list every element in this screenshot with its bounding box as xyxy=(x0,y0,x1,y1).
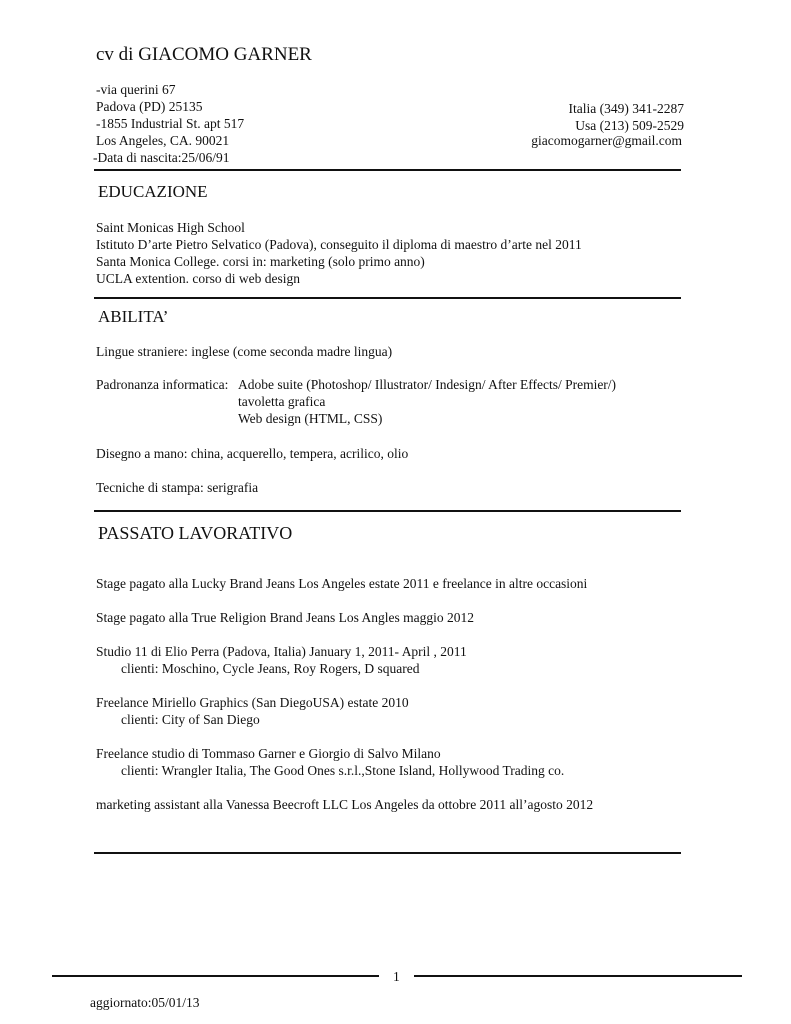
section-divider xyxy=(94,297,681,299)
footer-rule-right xyxy=(414,975,742,977)
skills-it-line: tavoletta grafica xyxy=(238,394,326,409)
section-divider xyxy=(94,510,681,512)
phone-italy: Italia (349) 341-2287 xyxy=(568,101,684,116)
skills-languages: Lingue straniere: inglese (come seconda madre lingua) xyxy=(96,344,393,359)
work-entry: Stage pagato alla True Religion Brand Jeans Los Angles maggio 2012 xyxy=(96,610,474,625)
cv-title: cv di GIACOMO GARNER xyxy=(96,44,312,65)
education-heading: EDUCAZIONE xyxy=(98,182,208,201)
page-number: 1 xyxy=(393,969,400,984)
skills-printing: Tecniche di stampa: serigrafia xyxy=(96,480,259,495)
address-line: Los Angeles, CA. 90021 xyxy=(96,133,230,148)
section-divider xyxy=(94,169,681,171)
section-divider xyxy=(94,852,681,854)
education-item: Santa Monica College. corsi in: marketing (solo primo anno) xyxy=(96,254,425,269)
phone-usa: Usa (213) 509-2529 xyxy=(575,118,684,133)
birth-date: -Data di nascita:25/06/91 xyxy=(93,150,230,165)
work-clients: clienti: Moschino, Cycle Jeans, Roy Rogers, D squared xyxy=(121,661,420,676)
work-clients: clienti: City of San Diego xyxy=(121,712,260,727)
education-item: Saint Monicas High School xyxy=(96,220,245,235)
skills-heading: ABILITA’ xyxy=(98,307,169,326)
work-entry: marketing assistant alla Vanessa Beecroft LLC Los Angeles da ottobre 2011 all’agosto 2012 xyxy=(96,797,594,812)
work-entry: Freelance studio di Tommaso Garner e Giorgio di Salvo Milano xyxy=(96,746,441,761)
education-item: UCLA extention. corso di web design xyxy=(96,271,300,286)
education-item: Istituto D’arte Pietro Selvatico (Padova), conseguito il diploma di maestro d’arte nel 2011 xyxy=(96,237,582,252)
skills-it-line: Web design (HTML, CSS) xyxy=(238,411,383,426)
footer-rule-left xyxy=(52,975,379,977)
work-entry: Freelance Miriello Graphics (San DiegoUSA) estate 2010 xyxy=(96,695,409,710)
address-line: -1855 Industrial St. apt 517 xyxy=(96,116,245,131)
email-address: giacomogarner@gmail.com xyxy=(531,133,682,148)
updated-date: aggiornato:05/01/13 xyxy=(90,995,200,1010)
skills-drawing: Disegno a mano: china, acquerello, tempera, acrilico, olio xyxy=(96,446,409,461)
work-entry: Stage pagato alla Lucky Brand Jeans Los Angeles estate 2011 e freelance in altre occasioni xyxy=(96,576,588,591)
skills-it-line: Adobe suite (Photoshop/ Illustrator/ Indesign/ After Effects/ Premier/) xyxy=(238,377,617,392)
work-heading: PASSATO LAVORATIVO xyxy=(98,523,293,543)
work-entry: Studio 11 di Elio Perra (Padova, Italia) January 1, 2011- April , 2011 xyxy=(96,644,467,659)
skills-it-label: Padronanza informatica: xyxy=(96,377,229,392)
address-line: -via querini 67 xyxy=(96,82,176,97)
work-clients: clienti: Wrangler Italia, The Good Ones s.r.l.,Stone Island, Hollywood Trading co. xyxy=(121,763,565,778)
address-line: Padova (PD) 25135 xyxy=(96,99,203,114)
